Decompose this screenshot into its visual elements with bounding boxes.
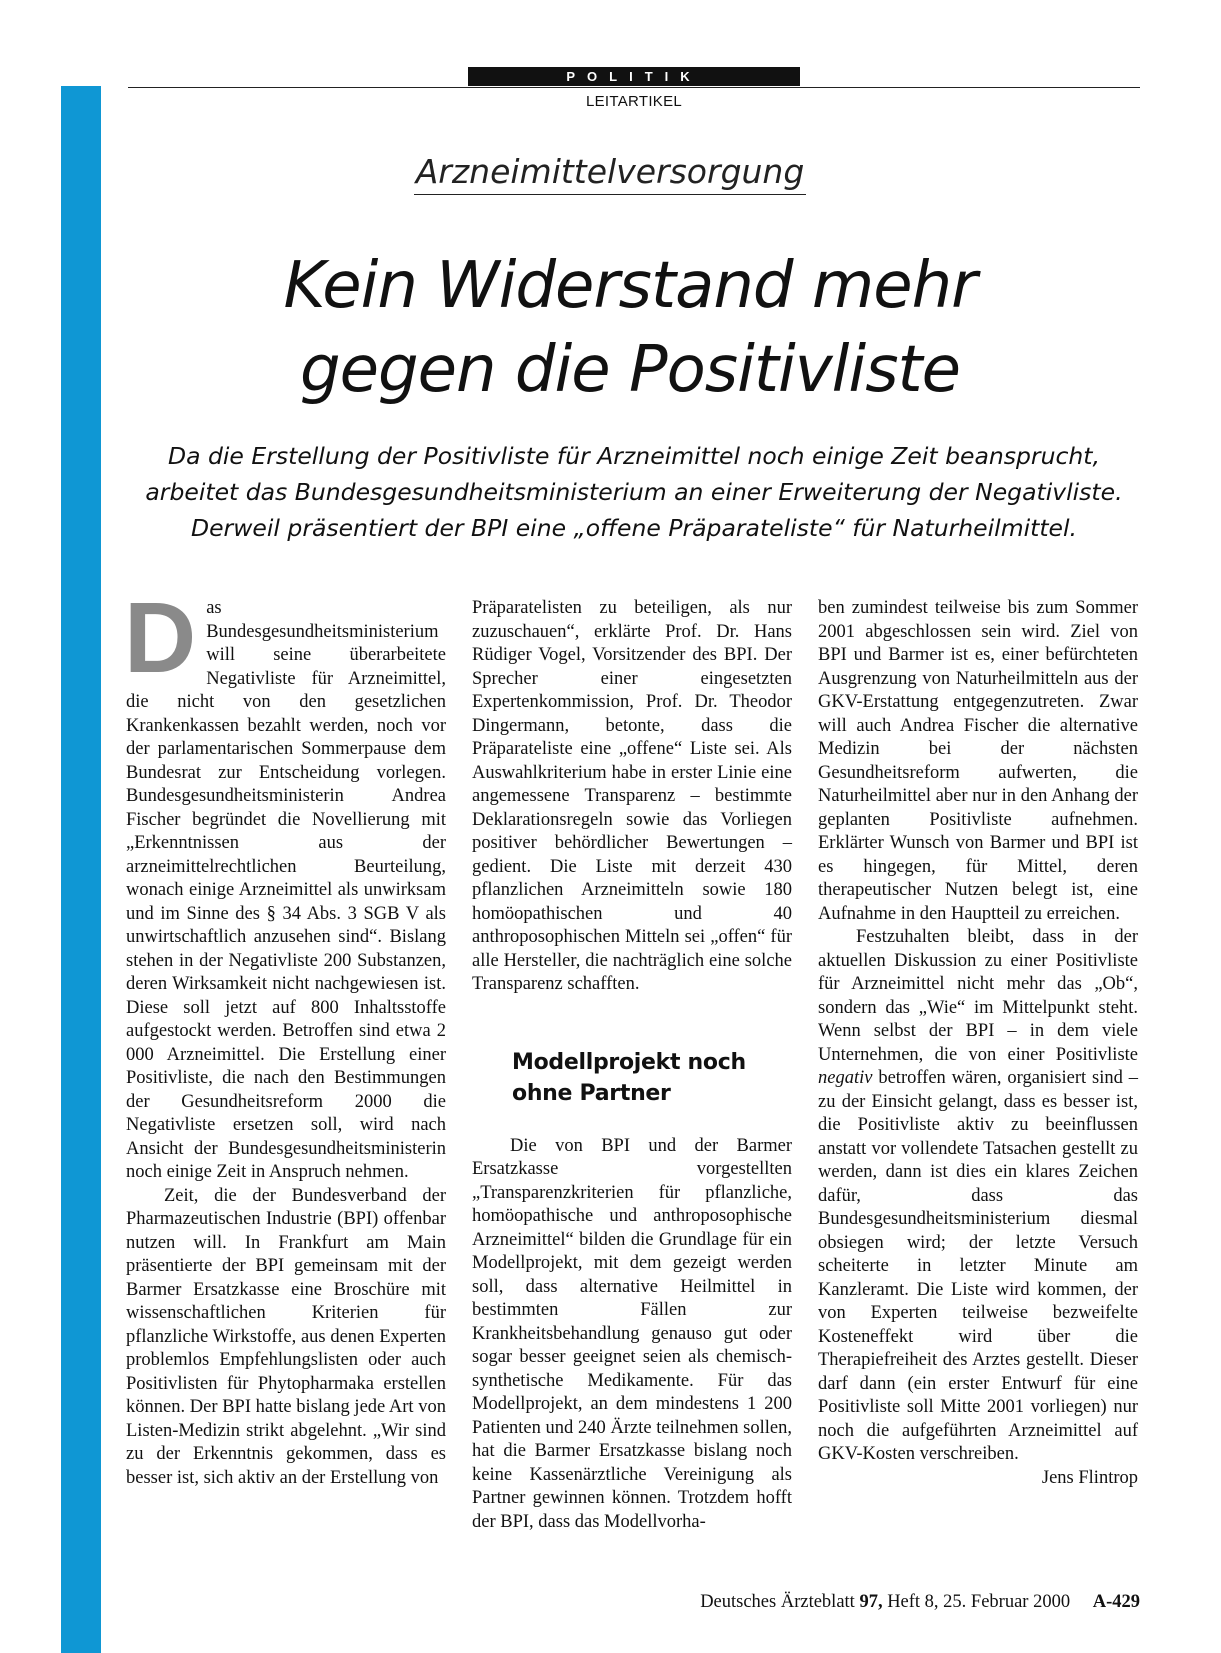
paragraph: ben zumindest teilweise bis zum Sommer 2001 abgeschlossen sein wird. Ziel von BPI und Barmer ist es, einer befürchteten Ausgrenzung von Naturheilmitteln aus der GKV-Erstattung entgegenzutreten. Zwar will auch Andrea Fischer die alternative Medizin bei der nächsten Gesundheitsreform aufwerten, die Naturheilmittel aber nur in den Anhang der geplanten Positivliste aufnehmen. Erklärter Wunsch von Barmer und BPI ist es hingegen, für Mittel, deren therapeutischer Nutzen belegt ist, eine Aufnahme in den Hauptteil zu erreichen. bbox=[818, 598, 1138, 924]
headline-line: gegen die Positivliste bbox=[299, 333, 961, 407]
lead-line: Derweil präsentiert der BPI eine „offene Präparateliste“ für Naturheilmittel. bbox=[190, 514, 1077, 542]
paragraph: Zeit, die der Bundesverband der Pharmazeutischen Industrie (BPI) offenbar nutzen will. In Frankfurt am Main präsentierte der BPI gemeinsam mit der Barmer Ersatzkasse eine Broschüre mit wissenschaftlichen Kriterien für pflanzliche Wirkstoffe, aus denen Experten problemlos Empfehlungslisten oder auch Positivlisten für Phytopharmaka erstellen können. Der BPI hatte bislang jede Art von Listen-Medizin strikt abgelehnt. „Wir sind zu der Erkenntnis gekommen, dass es besser ist, sich aktiv an der Erstellung von bbox=[126, 1185, 446, 1488]
paragraph: Festzuhalten bleibt, dass in der aktuellen Diskussion zu einer Positivliste für Arzneimittel nicht mehr das „Ob“, sondern das „Wie“ im Mittelpunkt steht. Wenn selbst der BPI – in dem viele Unternehmen, die von einer Positivliste negativ betroffen wären, organisiert sind – zu der Einsicht gelangt, dass es besser ist, die Positivliste aktiv zu beeinflussen anstatt vor vollendete Tatsachen gestellt zu werden, dann ist dies ein klares Zeichen dafür, dass das Bundesgesundheitsministerium diesmal obsiegen wird; der letzte Versuch scheiterte in letzter Minute am Kanzleramt. Die Liste wird kommen, der von Experten teilweise bezweifelte Kosteneffekt wird über die Therapiefreiheit des Arztes gestellt. Dieser darf dann (ein erster Entwurf für eine Positivliste soll Mitte 2001 vorliegen) nur noch die aufgeführten Arzneimittel auf GKV-Kosten verschreiben. Jens Flintrop bbox=[818, 926, 1138, 1467]
paragraph: as Bundesgesundheitsministerium will seine überarbeitete Negativliste für Arzneimittel, die nicht von den gesetzlichen Krankenkassen bezahlt werden, noch vor der parlamentarischen Sommerpause dem Bundesrat zur Entscheidung vorlegen. Bundesgesundheitsministerin Andrea Fischer begründet die Novellierung mit „Erkenntnissen aus der arzneimittelrechtlichen Beurteilung, wonach einige Arzneimittel als unwirksam und im Sinne des § 34 Abs. 3 SGB V als unwirtschaftlich anzusehen sind“. Bislang stehen in der Negativliste 200 Substanzen, deren Wirksamkeit nicht nachgewiesen ist. Diese soll jetzt auf 800 Inhaltsstoffe aufgestockt werden. Betroffen sind etwa 2 000 Arzneimittel. Die Erstellung einer Positivliste, die nach den Bestimmungen der Gesundheitsreform 2000 die Negativliste ersetzen soll, wird nach Ansicht der Bundesgesundheitsministerin noch einige Zeit in Anspruch nehmen. bbox=[126, 598, 446, 1182]
section-label: POLITIK bbox=[468, 67, 800, 86]
author-signature: Jens Flintrop bbox=[1041, 1467, 1138, 1488]
paragraph: Präparatelisten zu beteiligen, als nur zuzuschauen“, erklärte Prof. Dr. Hans Rüdiger Vogel, Vorsitzender des BPI. Der Sprecher einer eingesetzten Expertenkommission, Prof. Dr. Theodor Dingermann, betonte, dass die Präparateliste eine „offene“ Liste sei. Als Auswahlkriterium habe in erster Linie eine angemessene Transparenz – bestimmte Deklarationsregeln sowie das Vorliegen positiver behördlicher Bewertungen – gedient. Die Liste mit derzeit 430 pflanzlichen Arzneimitteln sowie 180 homöopathischen und 40 anthroposophischen Mitteln sei „offen“ für alle Hersteller, die nachträglich eine solche Transparenz schafften. bbox=[472, 598, 792, 994]
headline-line: Kein Widerstand mehr bbox=[283, 249, 977, 323]
paragraph: Die von BPI und der Barmer Ersatzkasse vorgestellten „Transparenzkriterien für pflanzliche, homöopathische und anthroposophische Arzneimittel“ bilden die Grundlage für ein Modellprojekt, mit dem gezeigt werden soll, dass alternative Heilmittel in bestimmten Fällen zur Krankheitsbehandlung genauso gut oder sogar besser geeignet seien als chemisch-synthetische Medikamente. Für das Modellprojekt, an dem mindestens 1 200 Patienten und 240 Ärzte teilnehmen sollen, hat die Barmer Ersatzkasse bislang noch keine Kassenärztliche Vereinigung als Partner gewinnen können. Trotzdem hofft der BPI, dass das Modellvorha- bbox=[472, 1135, 792, 1532]
page-number: A-429 bbox=[1092, 1592, 1140, 1612]
lead-line: arbeitet das Bundesgesundheitsministerium an einer Erweiterung der Negativliste. bbox=[145, 478, 1123, 506]
drop-cap: D bbox=[124, 582, 197, 694]
lead-line: Da die Erstellung der Positivliste für Arzneimittel noch einige Zeit beansprucht, bbox=[168, 442, 1100, 470]
emphasis: negativ bbox=[818, 1068, 873, 1088]
journal-volume: 97, bbox=[859, 1592, 883, 1612]
text-column-3 bbox=[818, 597, 1138, 1490]
header-rule bbox=[128, 87, 1140, 88]
text-column-2 bbox=[472, 597, 792, 1534]
subheading bbox=[512, 1047, 792, 1109]
article-lead bbox=[128, 438, 1140, 546]
subheading-line: ohne Partner bbox=[512, 1080, 671, 1106]
text-column-1 bbox=[124, 582, 446, 1490]
subheading-line: Modellprojekt noch bbox=[512, 1049, 746, 1075]
subsection-label: LEITARTIKEL bbox=[585, 93, 683, 110]
journal-issue: Heft 8, 25. Februar 2000 bbox=[887, 1592, 1071, 1612]
side-color-bar bbox=[61, 86, 101, 1653]
page-footer bbox=[700, 1592, 1140, 1613]
article-topic: Arzneimittelversorgung bbox=[200, 152, 1020, 192]
article-headline bbox=[140, 244, 1120, 412]
journal-name: Deutsches Ärzteblatt bbox=[700, 1592, 855, 1612]
